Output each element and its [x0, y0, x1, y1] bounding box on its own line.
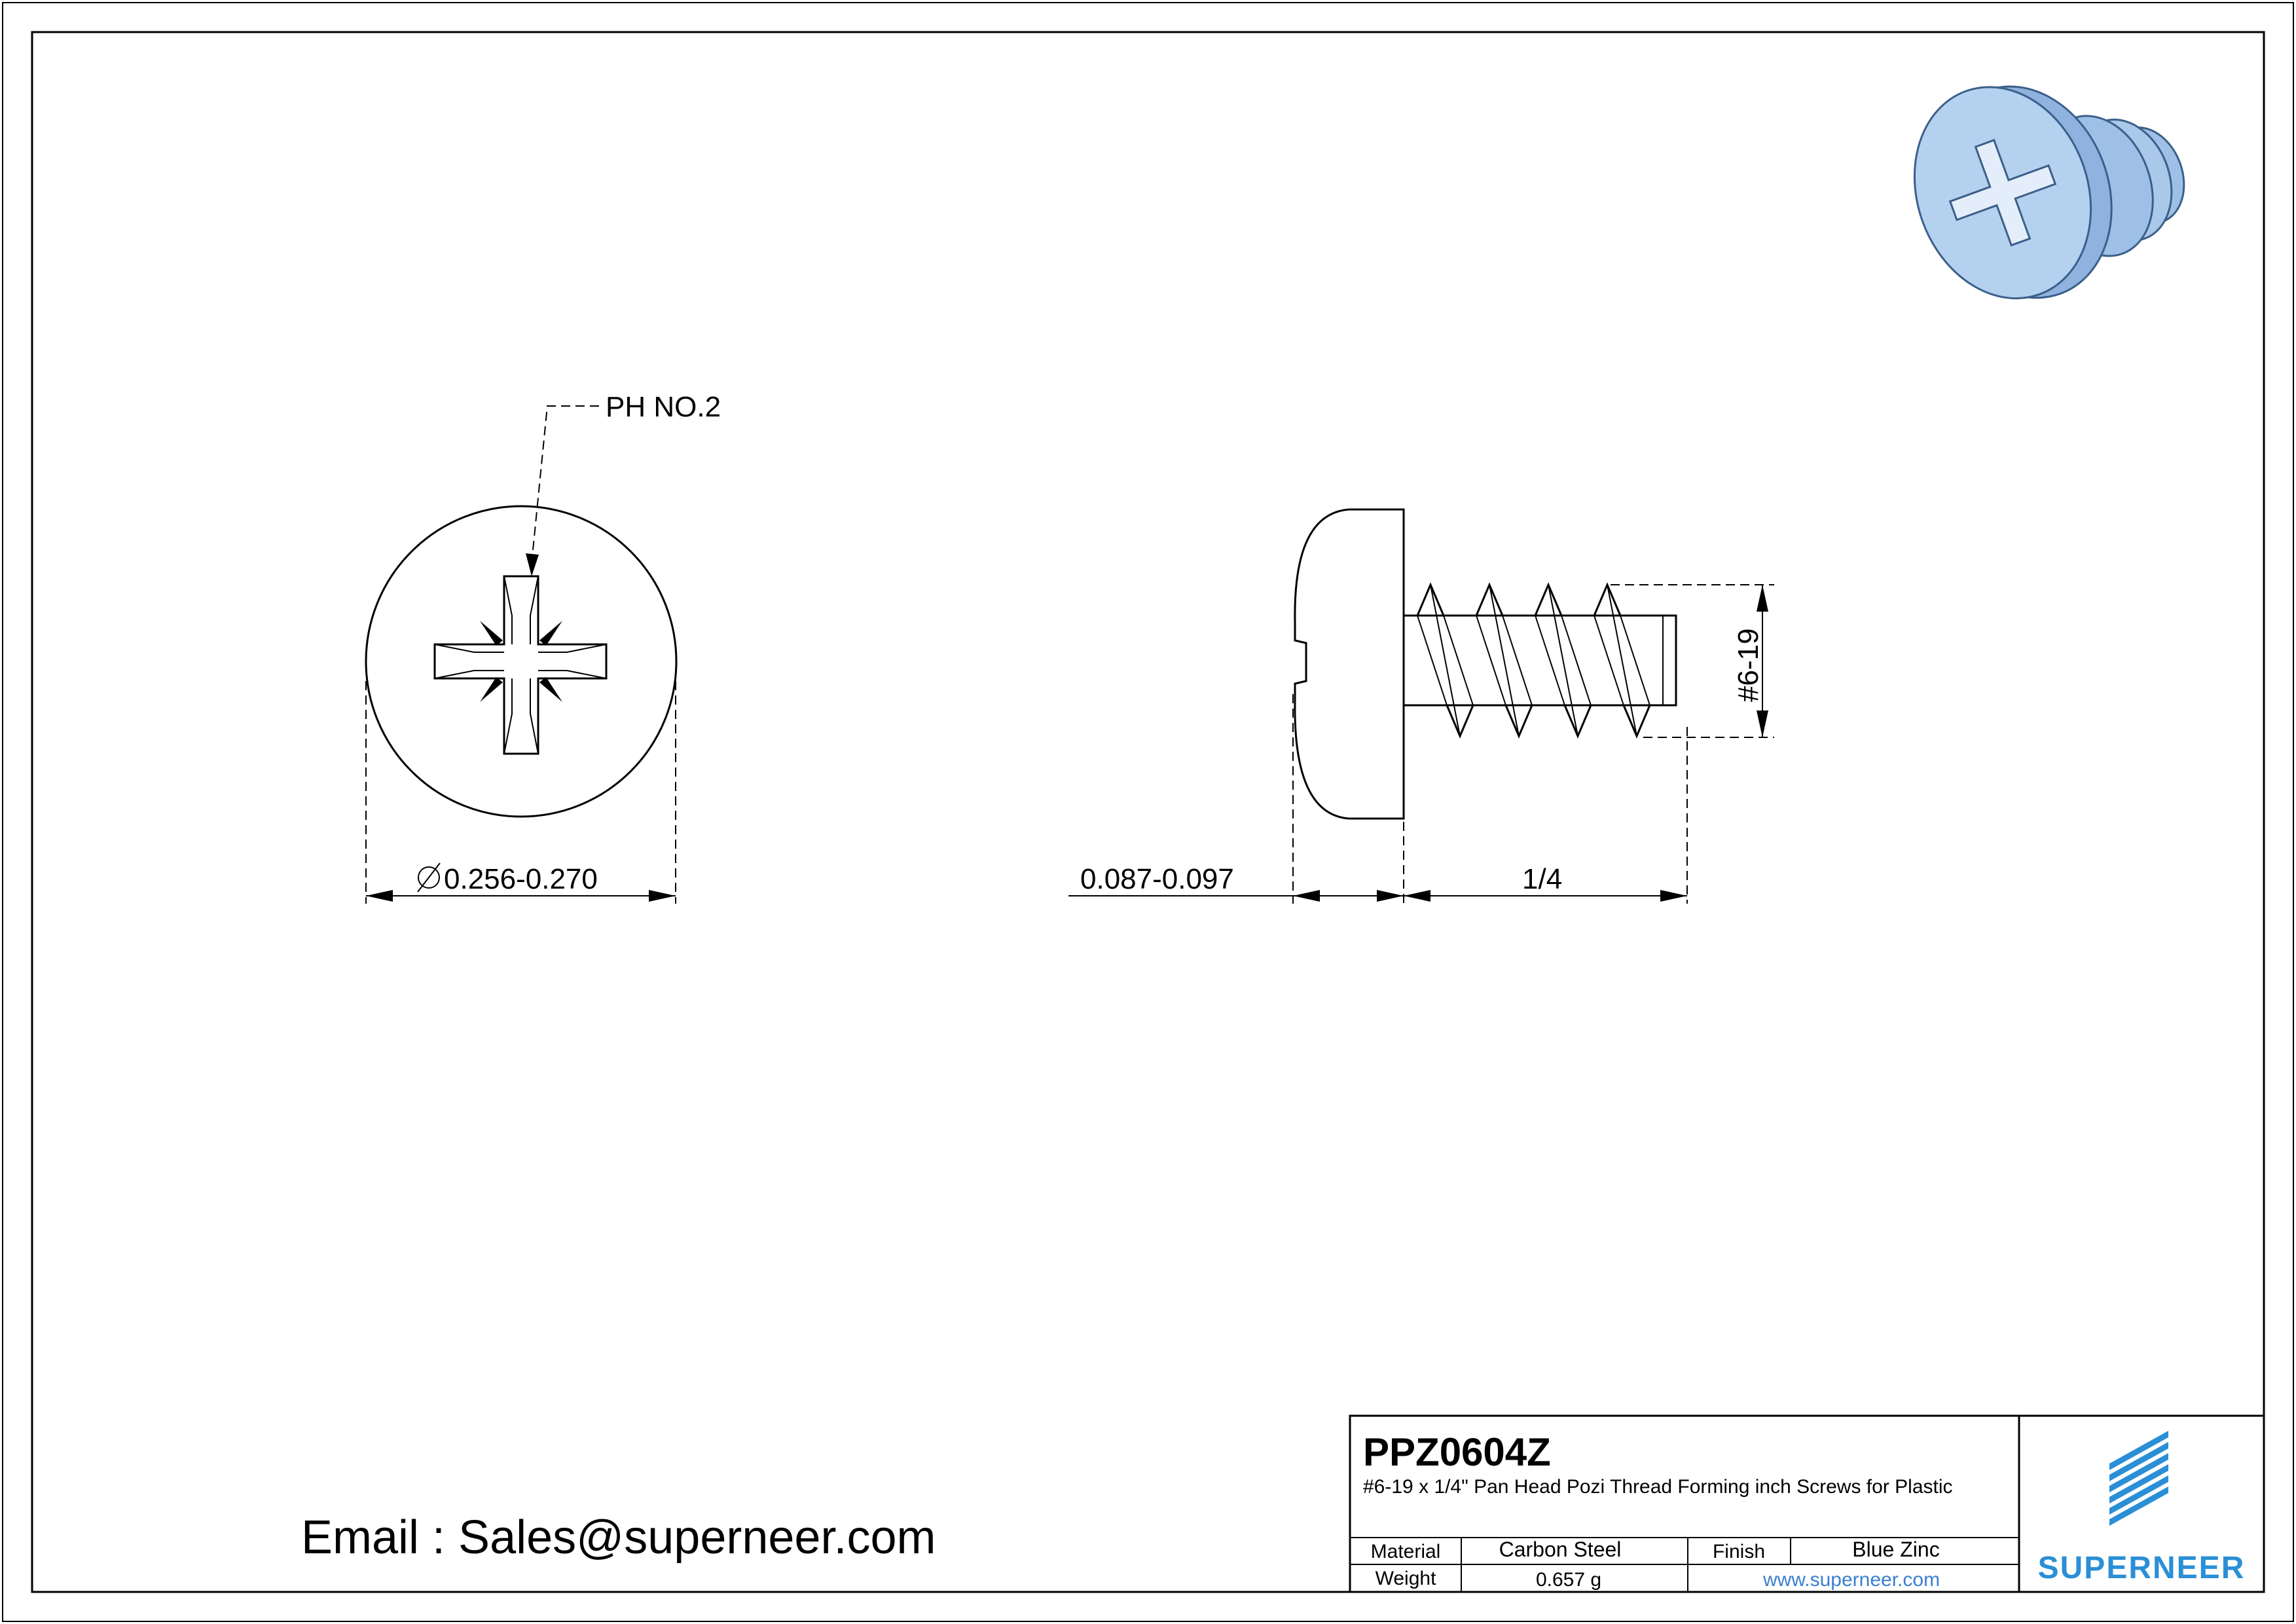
logo-text: SUPERNEER [2037, 1551, 2246, 1585]
material-value: Carbon Steel [1499, 1538, 1622, 1561]
thread-size-dim: #6-19 [1732, 628, 1764, 702]
weight-value: 0.657 g [1535, 1569, 1602, 1591]
superneer-stripes-logo [2109, 1431, 2168, 1526]
drive-leader [532, 406, 599, 563]
side-view [1068, 509, 1774, 904]
finish-value: Blue Zinc [1852, 1538, 1940, 1561]
head-outline [366, 506, 676, 817]
weight-label: Weight [1375, 1568, 1436, 1589]
part-number: PPZ0604Z [1363, 1430, 1551, 1474]
length-dim: 1/4 [1522, 863, 1563, 895]
part-description: #6-19 x 1/4" Pan Head Pozi Thread Forming inch Screws for Plastic [1363, 1476, 1953, 1498]
contact-email: Email : Sales@superneer.com [301, 1511, 936, 1564]
top-view [366, 391, 721, 904]
diameter-symbol [418, 863, 440, 892]
website-link[interactable]: www.superneer.com [1762, 1569, 1941, 1591]
pan-head-pozi-screw-3d [1886, 31, 2208, 329]
pan-head-outline [1295, 509, 1404, 819]
title-block [1350, 1416, 2264, 1592]
thread-profile [1417, 585, 1650, 736]
inner-border [32, 32, 2264, 1592]
leader-arrowhead [526, 553, 539, 576]
pozi-recess [435, 576, 606, 754]
head-height-dim: 0.087-0.097 [1080, 863, 1234, 895]
drive-callout: PH NO.2 [606, 391, 721, 423]
head-diameter-dim: 0.256-0.270 [444, 863, 598, 895]
finish-label: Finish [1712, 1541, 1766, 1562]
material-label: Material [1370, 1541, 1441, 1562]
pozi-ticks [480, 621, 562, 702]
